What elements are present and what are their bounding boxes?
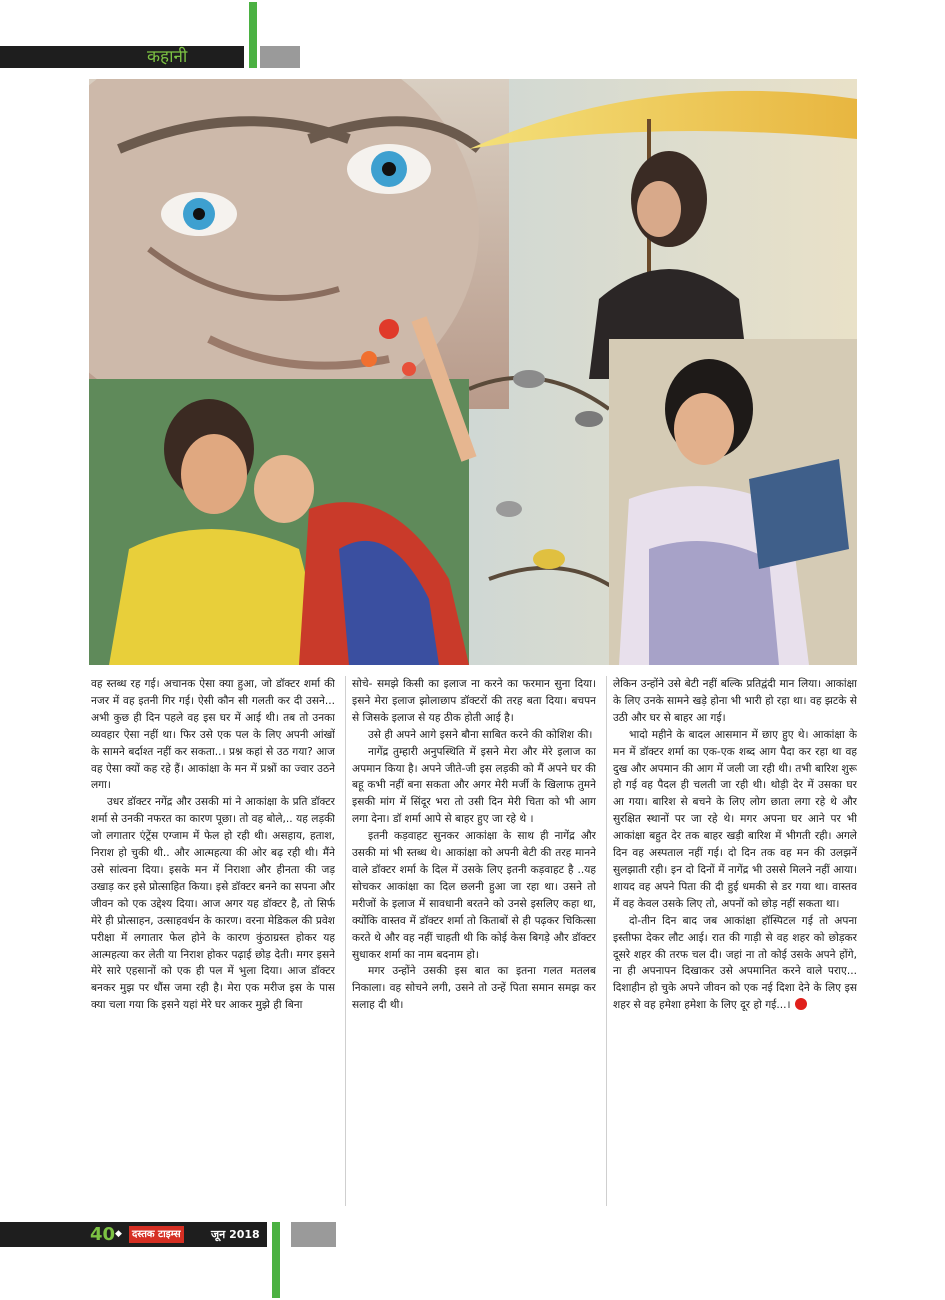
paragraph: इतनी कड़वाहट सुनकर आकांक्षा के साथ ही नागेंद्र और उसकी मां भी स्तब्ध थे। आकांक्षा को अपनी बेटी की तरह मानने वाले डॉक्टर शर्मा के दिल में उसके लिए इतनी कड़वाहट है ..यह सोचकर आकांक्षा का दिल छलनी हुआ जा रहा था। उसने तो मरीजों के इलाज में सावधानी बरतने को उनसे इसलिए कहा था, क्योंकि वास्तव में डॉक्टर शर्मा तो किताबों से ही पढ़कर चिकित्सा करते थे और वह नहीं चाहती थी कि कोई केस बिगड़े और डॉक्टर सुधाकर शर्मा का नाम बदनाम हो। [352, 830, 596, 961]
paragraph: उधर डॉक्टर नगेंद्र और उसकी मां ने आकांक्षा के प्रति डॉक्टर शर्मा से उनकी नफरत का कारण पूछा। तो वह बोले,.. यह लड़की जो लगातार एंट्रेंस एग्जाम में फेल हो रही थी। असहाय, हताश, निराश हो चुकी थी.. और आत्महत्या की ओर बढ़ रही थी। मैंने उसे सांत्वना दिया। इसके मन में निराशा और हीनता की जड़ उखाड़ कर इसे प्रोत्साहित किया। इसे डॉक्टर बनने का सपना और जीवन को एक उद्देश्य दिया। आज अगर यह डॉक्टर है, तो सिर्फ मेरे ही प्रोत्साहन, उत्साहवर्धन के कारण। वरना मेडिकल की प्रवेश परीक्षा में लगातार फेल होने के कारण कुंठाग्रस्त होकर यह आत्महत्या कर लेती या निराश होकर पढ़ाई छोड़ देती। मगर इसने मेरे सारे एहसानों को एक ही पल में भुला दिया। आज डॉक्टर बनकर मुझ पर धौंस जमा रही है। मेरा एक मरीज इस के पास क्या चला गया कि इसने यहां मेरे घर आकर मुझे ही बिना [91, 796, 335, 1012]
end-of-story-marker-icon [795, 998, 807, 1010]
section-label: कहानी [147, 47, 188, 67]
header-bar [0, 46, 244, 68]
paragraph: वह स्तब्ध रह गई। अचानक ऐसा क्या हुआ, जो डॉक्टर शर्मा की नजर में वह इतनी गिर गई। ऐसी कौन सी गलती कर दी उसने... अभी कुछ ही दिन पहले वह इस घर में आई थी। तब तो उनका व्यवहार ऐसा नहीं था। फिर उसे एक पल के लिए अपनी आंखों के सामने बर्दाश्त नहीं कर सकता..। प्रश्न कहां से उठ गया? आज वह ऐसा क्यों कह रहे हैं। आकांक्षा के मन में प्रश्नों का ज्वार उठने लगा। [91, 678, 335, 792]
paragraph-final [613, 913, 857, 1014]
article-column-2 [352, 676, 596, 1210]
footer-green-accent [272, 1222, 280, 1298]
diamond-separator-icon: ◆ [115, 1229, 122, 1239]
article-column-3 [613, 676, 857, 1210]
story-illustration [89, 79, 857, 665]
paragraph: लेकिन उन्होंने उसे बेटी नहीं बल्कि प्रतिद्वंदी मान लिया। आकांक्षा के लिए उनके सामने खड़े होना भी भारी हो रहा था। वह झटके से उठी और घर से बाहर आ गई। [613, 678, 857, 724]
magazine-logo: दस्तक टाइम्स [129, 1226, 184, 1243]
article-column-1 [91, 676, 335, 1210]
footer-gray-block [291, 1222, 336, 1247]
paragraph: सोचे- समझे किसी का इलाज ना करने का फरमान सुना दिया। इसने मेरा इलाज झोलाछाप डॉक्टरों की तरह बता दिया। बचपन से जिसके इलाज से यह ठीक होती आई है। [352, 678, 596, 724]
page-number: 40 [90, 1224, 116, 1245]
paragraph: भादो महीने के बादल आसमान में छाए हुए थे। आकांक्षा के मन में डॉक्टर शर्मा का एक-एक शब्द आग पैदा कर रहा था वह दुख और अपमान की आग में जली जा रही थी। तभी बारिश शुरू हो गई वह पैदल ही चलती जा रही थी। थोड़ी देर में उसका घर आ गया। बारिश से बचने के लिए लोग छाता लगा रहे थे और सुरक्षित स्थानों पर जा रहे थे। मगर अपना घर आने पर भी आकांक्षा बहुत देर तक बाहर खड़ी बारिश में भीगती रही। अगले दिन वह अस्पताल नहीं गई। दो दिन तक वह मन की उलझनें सुलझाती रही। इन दो दिनों में नागेंद्र भी उससे मिलने नहीं आया। शायद वह अपने पिता की दी हुई धमकी से डर गया था। वास्तव में वह केवल उसके लिए तो, अपनों को छोड़ नहीं सकता था। [613, 728, 857, 910]
column-divider [606, 676, 607, 1206]
header-green-accent [249, 2, 257, 68]
header-gray-block [260, 46, 300, 68]
issue-date: जून 2018 [211, 1228, 260, 1241]
paragraph-final-text: दो-तीन दिन बाद जब आकांक्षा हॉस्पिटल गई तो अपना इस्तीफा देकर लौट आई। रात की गाड़ी से वह शहर को छोड़कर दूसरे शहर की तरफ चल दी। जहां ना तो कोई उसके अपने होंगे, ना ही अपनापन दिखाकर उसे अपमानित करने वाले पराए... दिशाहीन हो चुके अपने जीवन को एक नई दिशा देने के लिए इस शहर से वह हमेशा हमेशा के लिए दूर हो गई...। [613, 914, 857, 1012]
column-divider [345, 676, 346, 1206]
paragraph: उसे ही अपने आगे इसने बौना साबित करने की कोशिश की। [368, 728, 593, 741]
paragraph: मगर उन्होंने उसकी इस बात का इतना गलत मतलब निकाला। वह सोचने लगी, उसने तो उन्हें पिता समान समझ कर सलाह दी थी। [352, 965, 596, 1012]
paragraph: नागेंद्र तुम्हारी अनुपस्थिति में इसने मेरा और मेरे इलाज का अपमान किया है। अपने जीते-जी इस लड़की को मैं अपने घर की बहू कभी नहीं बना सकता और अगर मेरी मर्जी के खिलाफ तुमने इसकी मांग में सिंदूर भरा तो उसी दिन मेरी चिता को भी आग लगा देना। डॉ शर्मा आपे से बाहर हुए जा रहे थे । [352, 745, 596, 826]
story-illustration-image [89, 79, 857, 665]
